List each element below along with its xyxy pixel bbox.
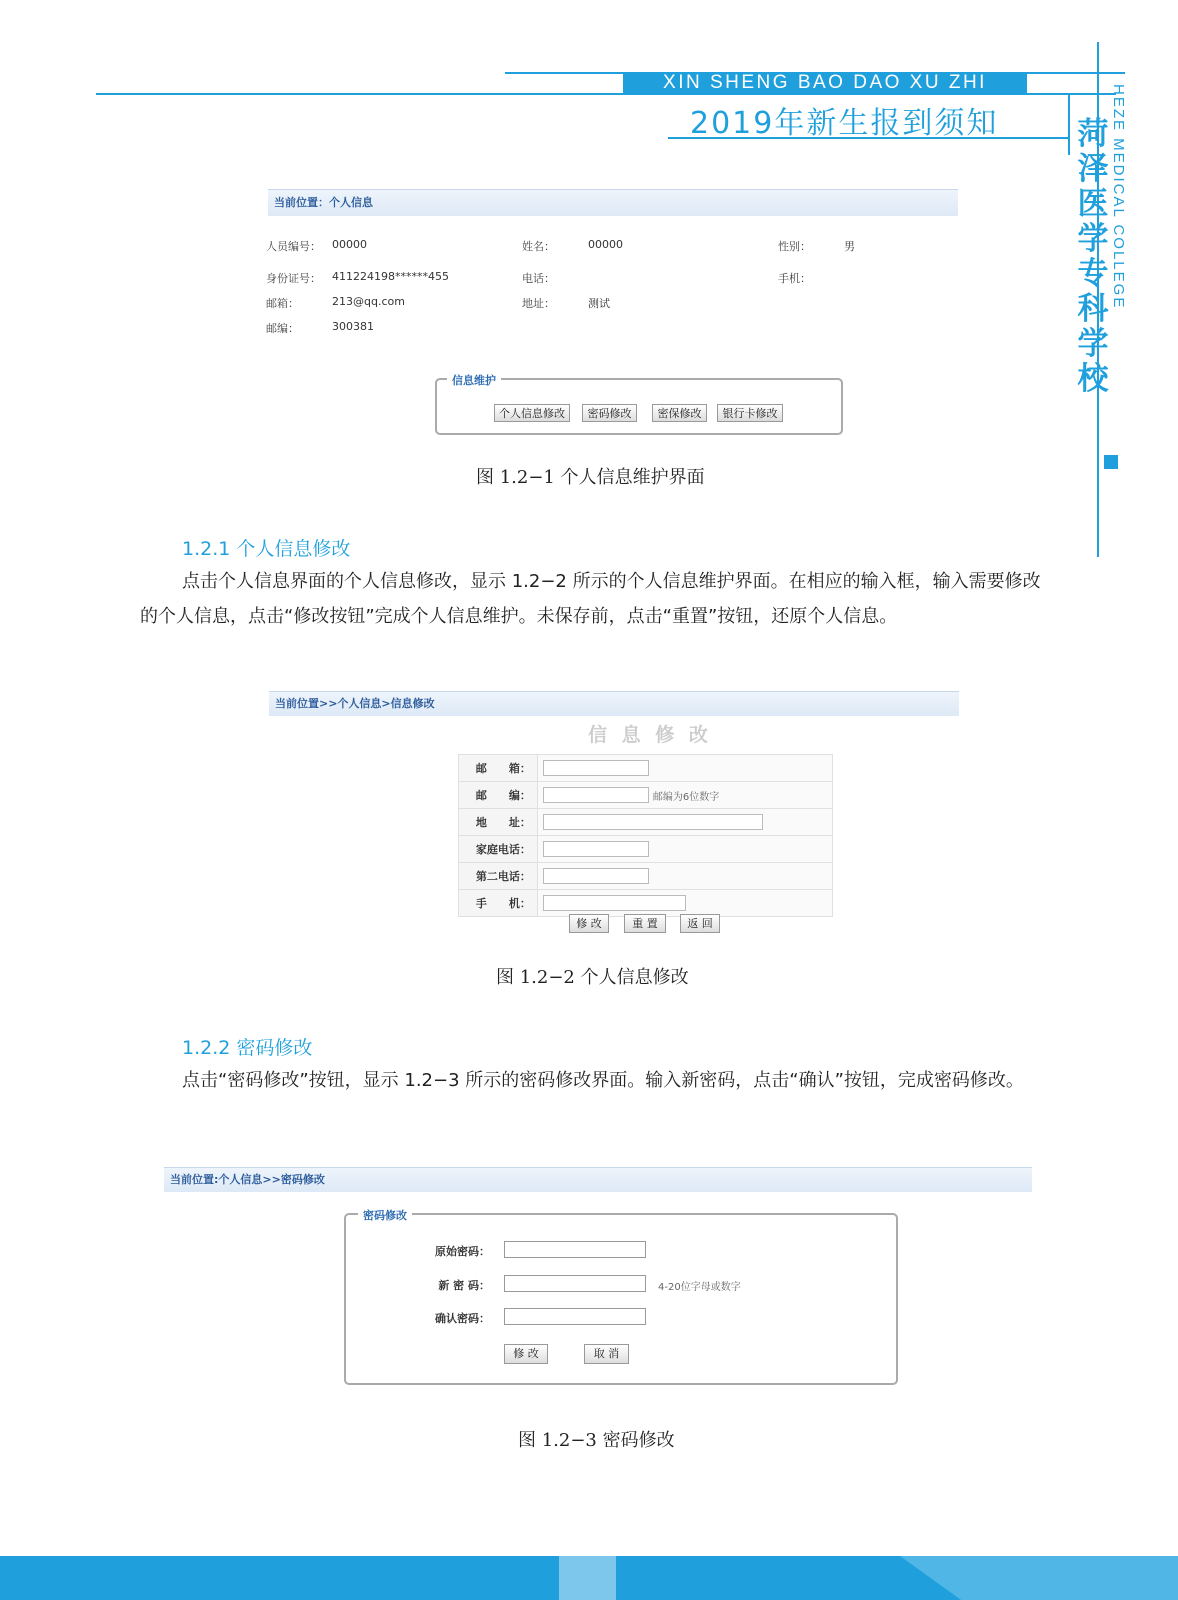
school-char: 医 [1077,186,1109,222]
fig1-legend: 信息维护 [447,372,501,388]
password-input[interactable] [504,1275,646,1292]
page-title: 2019年新生报到须知 [690,106,999,141]
info-field-label: 身份证号： [266,272,321,285]
form-input[interactable] [543,841,649,857]
form-row [459,809,833,836]
form-input[interactable] [543,787,649,803]
footer-light-block [559,1556,616,1600]
password-edit-button[interactable]: 密码修改 [582,404,637,422]
fig3-legend: 密码修改 [358,1207,412,1223]
info-field-value: 300381 [332,320,374,333]
bank-card-edit-button[interactable]: 银行卡修改 [717,404,783,422]
form-label: 地 址： [459,809,538,836]
info-field-label: 手机： [778,272,811,285]
password-cancel-button[interactable]: 取 消 [584,1344,629,1364]
form-label: 手 机： [459,890,538,917]
form-row [459,782,833,809]
info-field-value: 00000 [332,238,367,251]
info-field-label: 地址： [522,297,555,310]
form-label: 第二电话： [459,863,538,890]
info-field-label: 邮编： [266,322,299,335]
form-label: 邮 编： [459,782,538,809]
school-char: 科 [1077,291,1109,327]
school-char: 学 [1077,221,1109,257]
info-field-value: 男 [844,240,855,253]
password-hint: 4-20位字母或数字 [658,1282,741,1293]
password-label: 原始密码： [435,1245,490,1258]
password-input[interactable] [504,1308,646,1325]
info-field-label: 电话： [522,272,555,285]
form-row [459,836,833,863]
info-submit-button[interactable]: 修 改 [569,914,609,933]
form-value-cell [537,890,832,917]
form-value-cell [537,782,832,809]
side-square [1104,455,1118,469]
fig2-caption: 图 1.2−2 个人信息修改 [496,967,689,988]
section-paragraph-password: 点击“密码修改”按钮，显示 1.2−3 所示的密码修改界面。输入新密码，点击“确认”按钮，完成密码修改。 [182,1070,1024,1091]
info-edit-form [458,754,833,917]
section-heading-info-edit: 1.2.1 个人信息修改 [182,538,351,560]
section-paragraph-info-edit: 点击个人信息界面的个人信息修改，显示 1.2−2 所示的个人信息维护界面。在相应的输入框，输入需要修改的个人信息，点击“修改按钮”完成个人信息维护。未保存前，点击“重置”按钮，还原个人信息。 [140,571,1041,627]
form-row [459,755,833,782]
school-char: 菏 [1077,116,1109,152]
password-input[interactable] [504,1241,646,1258]
fig1-breadcrumb-bar: 当前位置：个人信息 [268,189,958,216]
form-hint: 邮编为6位数字 [652,791,720,803]
form-input[interactable] [543,814,763,830]
header-banner: XIN SHENG BAO DAO XU ZHI [623,72,1027,94]
form-value-cell [537,755,832,782]
personal-info-edit-button[interactable]: 个人信息修改 [494,404,570,422]
school-char: 泽 [1077,151,1109,187]
form-value-cell [537,836,832,863]
info-field-value: 213@qq.com [332,295,405,308]
form-label: 家庭电话： [459,836,538,863]
form-value-cell [537,863,832,890]
form-input[interactable] [543,895,686,911]
school-name-en: HEZE MEDICAL COLLEGE [1110,84,1127,310]
form-label: 邮 箱： [459,755,538,782]
info-field-value: 00000 [588,238,623,251]
info-field-value: 测试 [588,297,610,310]
side-rule-small [1068,95,1070,155]
fig2-breadcrumb-bar: 当前位置>>个人信息>信息修改 [269,691,959,716]
form-row [459,863,833,890]
form-input[interactable] [543,868,649,884]
info-field-label: 邮箱： [266,297,299,310]
school-char: 校 [1077,361,1109,397]
fig1-caption: 图 1.2−1 个人信息维护界面 [476,467,705,488]
info-field-label: 性别： [778,240,811,253]
info-reset-button[interactable]: 重 置 [624,914,666,933]
fig2-form-title: 信 息 修 改 [588,724,712,746]
password-submit-button[interactable]: 修 改 [504,1344,548,1364]
section-heading-password: 1.2.2 密码修改 [182,1037,313,1059]
school-char: 学 [1077,326,1109,362]
info-field-label: 人员编号： [266,240,321,253]
security-edit-button[interactable]: 密保修改 [652,404,707,422]
school-char: 专 [1077,256,1109,292]
fig3-breadcrumb-bar: 当前位置:个人信息>>密码修改 [164,1167,1032,1192]
info-field-label: 姓名： [522,240,555,253]
password-label: 新 密 码： [438,1279,490,1292]
password-label: 确认密码： [435,1312,490,1325]
form-input[interactable] [543,760,649,776]
fig3-caption: 图 1.2−3 密码修改 [518,1430,675,1451]
form-row [459,890,833,917]
form-value-cell [537,809,832,836]
school-name-cn [1074,117,1112,397]
info-back-button[interactable]: 返 回 [680,914,720,933]
info-field-value: 411224198******455 [332,270,449,283]
